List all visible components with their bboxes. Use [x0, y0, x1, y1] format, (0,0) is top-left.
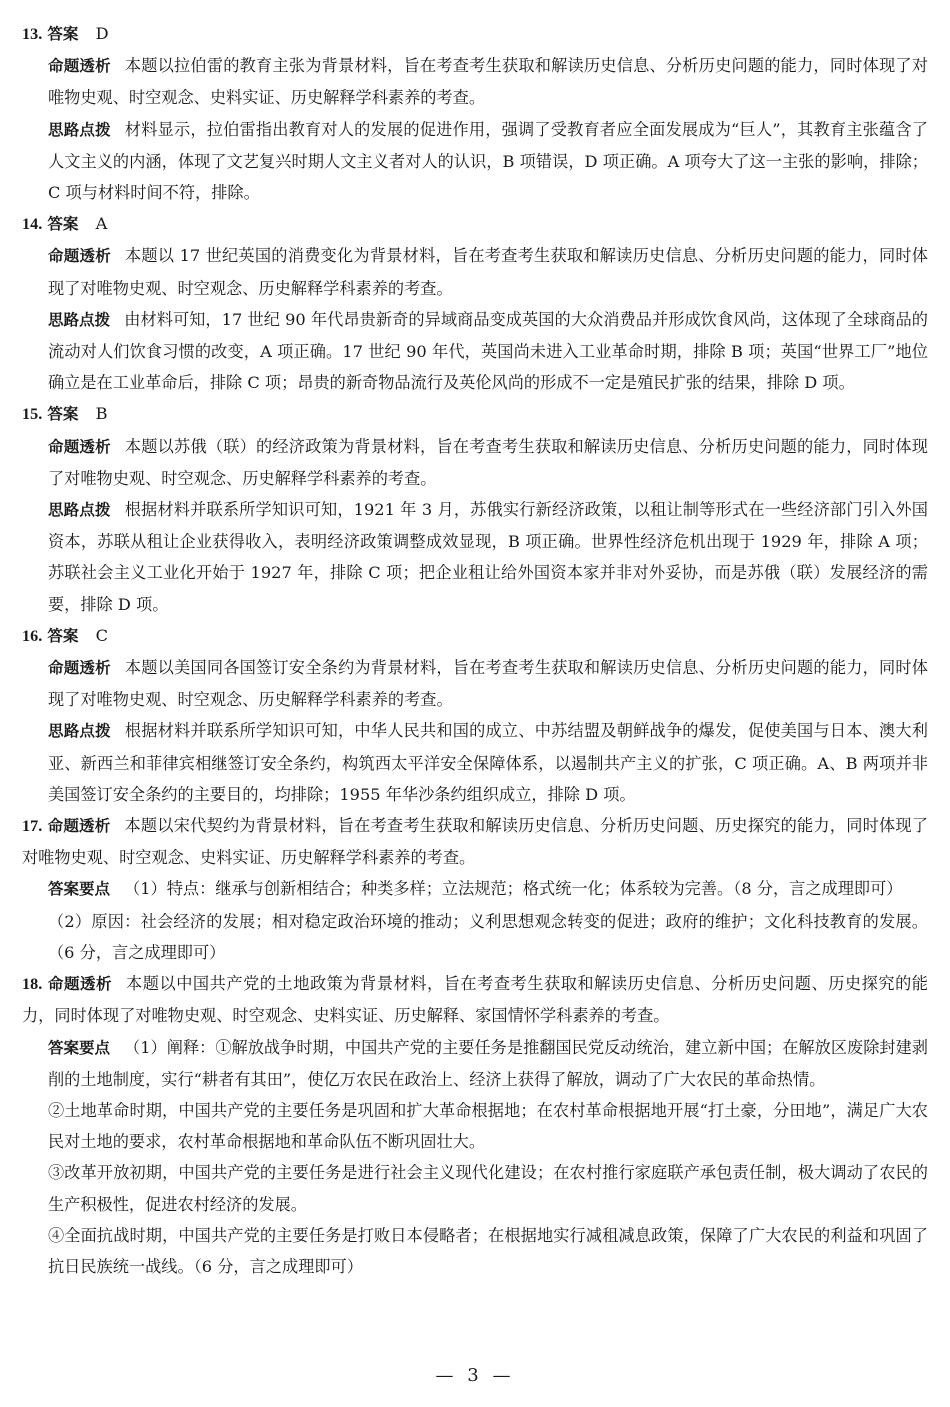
q18-daan-part-2: ②土地革命时期，中国共产党的主要任务是巩固和扩大革命根据地；在农村革命根据地开展“打土豪，分田地”，满足广大农民对土地的要求，农村革命根据地和革命队伍不断巩固壮大。	[48, 1100, 928, 1152]
q17-daan-text-1: （1）特点：继承与创新相结合；种类多样；立法规范；格式统一化；体系较为完善。（8 分，言之成理即可）	[124, 879, 903, 899]
q14-answer-line	[22, 208, 928, 240]
q16-mingti-label: 命题透析	[48, 659, 111, 678]
q14-silu	[48, 304, 928, 399]
q18-daan-text-1: （1）阐释：①解放战争时期，中国共产党的主要任务是推翻国民党反动统治，建立新中国；在解放区废除封建剥削的土地制度，实行“耕者有其田”，使亿万农民在政治上、经济上获得了解放，调动了广大农民的革命热情。	[48, 1037, 928, 1089]
q14-silu-label: 思路点拨	[48, 310, 111, 329]
q15-mingti-label: 命题透析	[48, 437, 111, 456]
q15-silu-label: 思路点拨	[48, 501, 111, 520]
q18-mingti-label: 命题透析	[47, 975, 113, 994]
q13-silu	[48, 114, 928, 209]
q15-silu	[48, 494, 928, 620]
q16-silu-label: 思路点拨	[48, 722, 111, 741]
question-16	[22, 620, 928, 810]
q14-answer-value: A	[95, 214, 108, 234]
q13-answer-value: D	[95, 24, 109, 43]
q16-answer-line	[22, 620, 928, 652]
q18-daan-part-3: ③改革开放初期，中国共产党的主要任务是进行社会主义现代化建设；在农村推行家庭联产承包责任制，极大调动了农民的生产积极性，促进农村经济的发展。	[48, 1163, 928, 1214]
q17-number: 17.	[22, 817, 43, 836]
q13-mingti-label: 命题透析	[48, 57, 111, 76]
q13-silu-label: 思路点拨	[48, 120, 111, 139]
q14-mingti	[48, 240, 928, 303]
q15-mingti	[48, 431, 928, 494]
q15-number: 15.	[22, 405, 43, 424]
q18-daan-part-4: ④全面抗战时期，中国共产党的主要任务是打败日本侵略者；在根据地实行减租减息政策，保障了广大农民的利益和巩固了抗日民族统一战线。（6 分，言之成理即可）	[48, 1225, 928, 1276]
q14-number: 14.	[22, 215, 43, 234]
q17-mingti-text: 本题以宋代契约为背景材料，旨在考查考生获取和解读历史信息、分析历史问题、历史探究的能力，同时体现了对唯物史观、时空观念、史料实证、历史解释学科素养的考查。	[22, 816, 928, 868]
q13-number: 13.	[22, 25, 43, 43]
question-14	[22, 208, 928, 398]
q15-mingti-text: 本题以苏俄（联）的经济政策为背景材料，旨在考查考生获取和解读历史信息、分析历史问题的能力，同时体现了对唯物史观、时空观念、历史解释学科素养的考查。	[48, 436, 928, 488]
q17-daan-label: 答案要点	[48, 880, 111, 899]
q16-mingti	[48, 652, 928, 715]
q18-daan	[48, 1032, 928, 1095]
q17-daan	[48, 873, 928, 905]
q17-mingti	[22, 810, 928, 873]
q14-silu-text: 由材料可知，17 世纪 90 年代昂贵新奇的异域商品变成英国的大众消费品并形成饮食风尚，这体现了全球商品的流动对人们饮食习惯的改变，A 项正确。17 世纪 90 年代，英国尚未进入工业革命时期，排除 B 项；英国“世界工厂”地位确立是在工业革命后，排除 C 项；昂贵的新奇物品流行及英伦风尚的形成不一定是殖民扩张的结果，排除 D 项。	[48, 309, 928, 393]
question-13	[22, 18, 928, 208]
q18-mingti	[22, 968, 928, 1031]
q15-answer-label: 答案	[47, 405, 79, 424]
q16-number: 16.	[22, 626, 43, 645]
question-15	[22, 398, 928, 619]
q15-silu-text: 根据材料并联系所学知识可知，1921 年 3 月，苏俄实行新经济政策，以租让制等形式在一些经济部门引入外国资本，苏联从租让企业获得收入，表明经济政策调整成效显现，B 项正确。世界性经济危机出现于 1929 年，排除 A 项；苏联社会主义工业化开始于 1927 年，排除 C 项；把企业租让给外国资本家并非对外妥协，而是苏俄（联）发展经济的需要，排除 D 项。	[48, 500, 928, 614]
q18-mingti-text: 本题以中国共产党的土地政策为背景材料，旨在考查考生获取和解读历史信息、分析历史问题、历史探究的能力，同时体现了对唯物史观、时空观念、史料实证、历史解释、家国情怀学科素养的考查。	[22, 974, 928, 1026]
q13-mingti	[48, 50, 928, 113]
q16-answer-value: C	[95, 625, 108, 645]
q17-mingti-label: 命题透析	[47, 817, 111, 836]
q15-answer-line	[22, 398, 928, 430]
q18-daan-label: 答案要点	[48, 1038, 111, 1057]
q13-answer-line	[22, 18, 928, 50]
q16-silu-text: 根据材料并联系所学知识可知，中华人民共和国的成立、中苏结盟及朝鲜战争的爆发，促使美国与日本、澳大利亚、新西兰和菲律宾相继签订安全条约，构筑西太平洋安全保障体系，以遏制共产主义的扩张，C 项正确。A、B 两项并非美国签订安全条约的主要目的，均排除；1955 年华沙条约组织成立，排除 D 项。	[48, 721, 928, 804]
page-number: — 3 —	[435, 1365, 515, 1386]
q18-number: 18.	[22, 975, 43, 994]
q16-answer-label: 答案	[47, 626, 79, 645]
question-18	[22, 968, 928, 1282]
q14-mingti-label: 命题透析	[48, 247, 111, 266]
q16-mingti-text: 本题以美国同各国签订安全条约为背景材料，旨在考查考生获取和解读历史信息、分析历史问题的能力，同时体现了对唯物史观、时空观念、历史解释学科素养的考查。	[48, 658, 928, 710]
q16-silu	[48, 715, 928, 810]
q13-silu-text: 材料显示，拉伯雷指出教育对人的发展的促进作用，强调了受教育者应全面发展成为“巨人”，其教育主张蕴含了人文主义的内涵，体现了文艺复兴时期人文主义者对人的认识，B 项错误，D 项正确。A 项夸大了这一主张的影响，排除；C 项与材料时间不符，排除。	[48, 119, 928, 203]
q13-answer-label: 答案	[47, 25, 79, 43]
q13-mingti-text: 本题以拉伯雷的教育主张为背景材料，旨在考查考生获取和解读历史信息、分析历史问题的能力，同时体现了对唯物史观、时空观念、史料实证、历史解释学科素养的考查。	[48, 56, 928, 108]
question-17	[22, 810, 928, 968]
q14-answer-label: 答案	[47, 215, 79, 234]
q15-answer-value: B	[95, 404, 108, 424]
q14-mingti-text: 本题以 17 世纪英国的消费变化为背景材料，旨在考查考生获取和解读历史信息、分析历史问题的能力，同时体现了对唯物史观、时空观念、历史解释学科素养的考查。	[48, 246, 928, 298]
q17-daan-part-2: （2）原因：社会经济的发展；相对稳定政治环境的推动；义利思想观念转变的促进；政府的维护；文化科技教育的发展。（6 分，言之成理即可）	[48, 911, 928, 962]
